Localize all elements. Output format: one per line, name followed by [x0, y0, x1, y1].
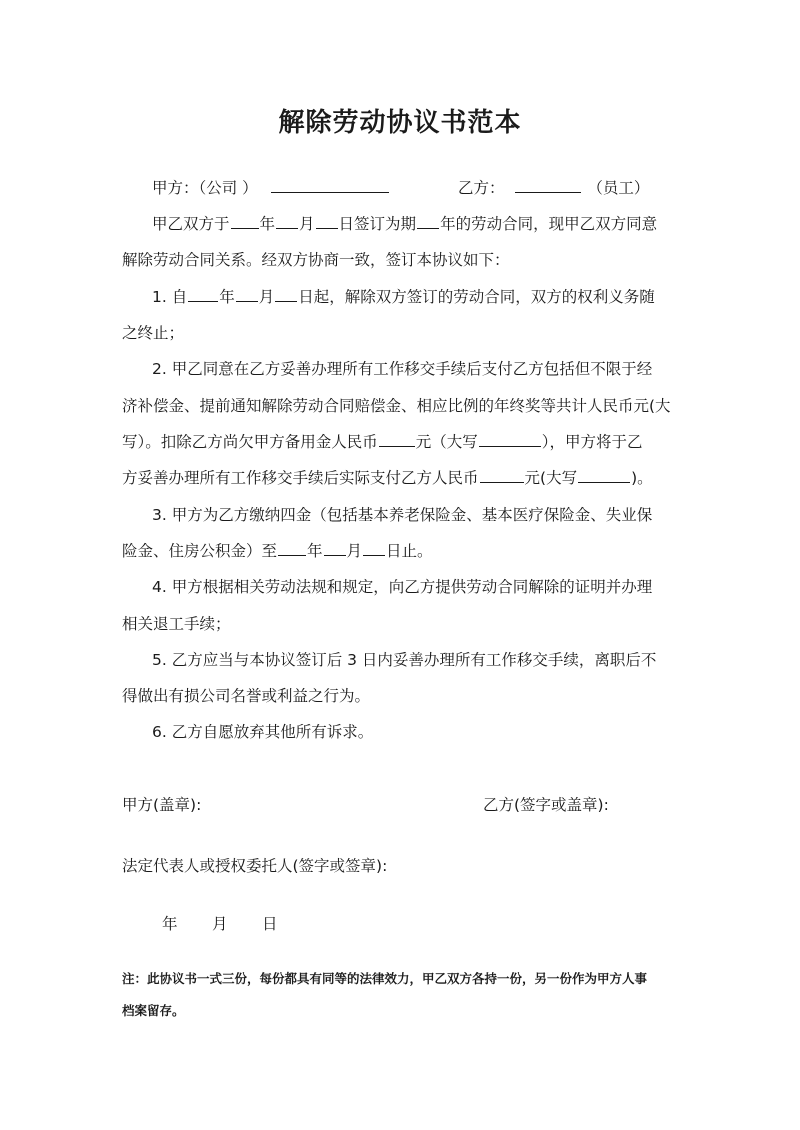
item-3-line-1: 3. 甲方为乙方缴纳四金（包括基本养老保险金、基本医疗保险金、失业保	[152, 506, 653, 524]
date-year: 年	[162, 915, 178, 933]
item-2-line-4: 方妥善办理所有工作移交手续后实际支付乙方人民币 元(大写 )。	[122, 469, 653, 487]
party-a-seal-label: 甲方(盖章):	[122, 796, 202, 814]
party-b-suffix: （员工）	[587, 179, 650, 197]
item-4-line-2: 相关退工手续；	[122, 615, 231, 633]
party-b-sign-label: 乙方(签字或盖章):	[483, 796, 609, 814]
parties-line	[0, 178, 800, 198]
intro-line-2: 解除劳动合同关系。经双方协商一致，签订本协议如下：	[122, 251, 510, 269]
item-6-line-1: 6. 乙方自愿放弃其他所有诉求。	[152, 723, 374, 741]
party-a-blank	[271, 178, 389, 193]
item-2-line-2: 济补偿金、提前通知解除劳动合同赔偿金、相应比例的年终奖等共计人民币元(大	[122, 397, 671, 415]
item-1-line-1: 1. 自 年 月 日起，解除双方签订的劳动合同，双方的权利义务随	[152, 288, 655, 306]
party-a-label: 甲方：（公司 ）	[152, 179, 258, 197]
note-line-1: 注：此协议书一式三份，每份都具有同等的法律效力，甲乙双方各持一份，另一份作为甲方人事	[122, 971, 648, 986]
party-b-blank	[515, 178, 581, 193]
signature-date	[162, 914, 362, 934]
intro-line-1: 甲乙双方于 年 月 日签订为期 年的劳动合同，现甲乙双方同意	[152, 215, 658, 233]
item-5-line-2: 得做出有损公司名誉或利益之行为。	[122, 687, 371, 705]
document-title: 解除劳动协议书范本	[278, 108, 522, 138]
date-day: 日	[262, 915, 278, 933]
note-line-2: 档案留存。	[122, 1003, 185, 1018]
item-4-line-1: 4. 甲方根据相关劳动法规和规定，向乙方提供劳动合同解除的证明并办理	[152, 578, 653, 596]
item-3-line-2: 险金、住房公积金）至 年 月 日止。	[122, 542, 433, 560]
item-1-line-2: 之终止；	[122, 324, 185, 342]
item-2-line-3: 写）。扣除乙方尚欠甲方备用金人民币 元（大写 ），甲方将于乙	[122, 433, 643, 451]
date-month: 月	[212, 915, 228, 933]
legal-rep-label: 法定代表人或授权委托人(签字或签章):	[122, 857, 388, 875]
party-b-label: 乙方：	[458, 179, 505, 197]
item-2-line-1: 2. 甲乙同意在乙方妥善办理所有工作移交手续后支付乙方包括但不限于经	[152, 360, 653, 378]
item-5-line-1: 5. 乙方应当与本协议签订后 3 日内妥善办理所有工作移交手续，离职后不	[152, 651, 657, 669]
